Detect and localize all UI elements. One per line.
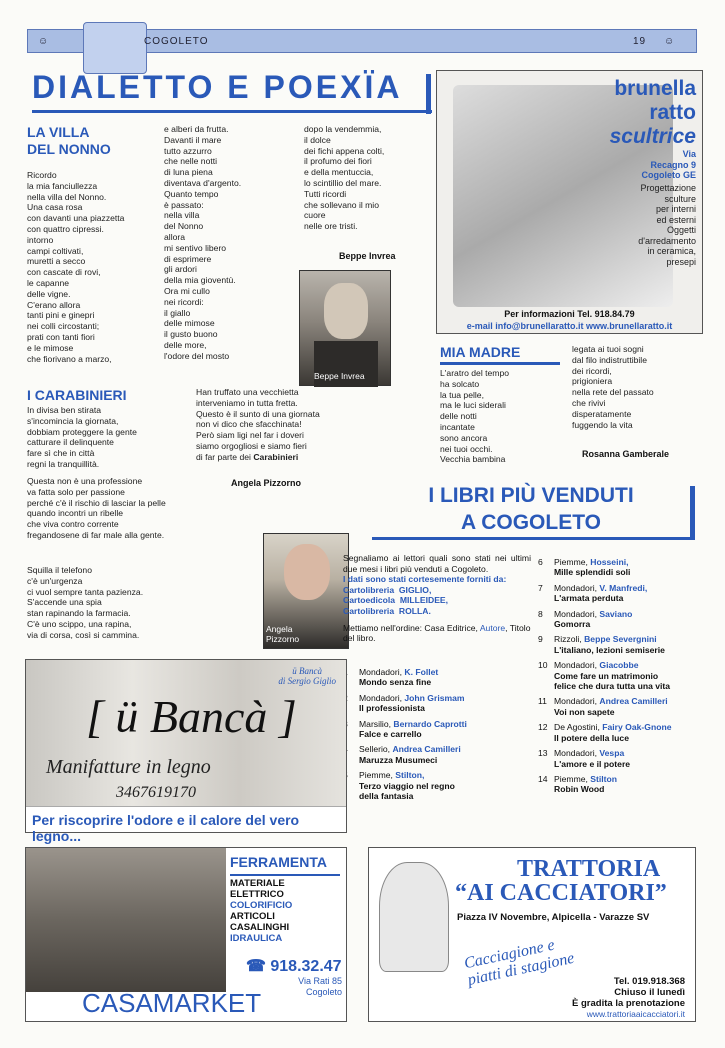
book-item — [538, 609, 718, 630]
books-title — [372, 482, 690, 540]
book-publisher: Rizzoli, — [554, 634, 585, 645]
trattoria-name: “AI CACCIATORI” — [455, 880, 667, 906]
title-bar — [690, 486, 695, 540]
smile-icon: ☺ — [664, 36, 676, 47]
order-author: Autore — [479, 622, 506, 633]
ferramenta-title: FERRAMENTA — [230, 854, 327, 870]
books-order — [343, 623, 531, 644]
book-publisher: Mondadori, — [554, 660, 600, 671]
book-publisher: Mondadori, — [554, 582, 600, 593]
book-author: Saviano — [599, 608, 633, 619]
trattoria-closed: Chiuso il lunedì — [614, 987, 685, 998]
book-info — [554, 774, 617, 795]
ferramenta-address: Via Rati 85 Cogoleto — [298, 976, 342, 997]
page-number: 19 — [633, 36, 647, 47]
poem-author: Angela Pizzorno — [231, 478, 302, 488]
book-publisher: Piemme, — [554, 773, 591, 784]
book-info — [359, 770, 455, 801]
author-photo — [299, 270, 391, 386]
order-text: Mettiamo nell'ordine: Casa Editrice, — [343, 622, 480, 633]
book-publisher: Sellerio, — [359, 744, 393, 755]
book-publisher: Mondadori, — [359, 692, 405, 703]
title-underline — [440, 362, 560, 365]
books-thanks: I dati sono stati cortesemente forniti da: — [343, 574, 507, 585]
poem-column: legata ai tuoi sogni dal filo indistruttibile dei ricordi, prigioniera nella rete del passato che rivivi disperatamente fuggendo la vita — [572, 344, 654, 430]
casamarket-brand: CASAMARKET — [82, 988, 262, 1018]
book-rank: 13 — [538, 748, 548, 759]
book-author: Bernardo Caprotti — [393, 718, 467, 729]
photo-caption: Beppe Invrea — [314, 371, 365, 381]
book-info — [554, 748, 630, 769]
title-underline — [230, 874, 340, 876]
book-info — [359, 693, 465, 714]
book-title: L'armata perduta — [554, 593, 624, 604]
book-publisher: Mondadori, — [554, 608, 600, 619]
book-title: Falce e carrello — [359, 729, 422, 740]
poem-title: LA VILLA DEL NONNO — [27, 124, 111, 157]
book-rank: 12 — [538, 722, 548, 733]
banca-phone: 3467619170 — [116, 784, 196, 801]
section-name: COGOLETO — [144, 36, 209, 47]
ad-address: Via Recagno 9 Cogoleto GE — [641, 149, 696, 180]
book-publisher: Piemme, — [359, 770, 396, 781]
book-publisher: Mondadori, — [359, 667, 405, 677]
brunella-ad — [436, 70, 703, 334]
book-title: Voi non sapete — [554, 706, 615, 717]
header-tab — [83, 22, 147, 74]
ad-description: Progettazione sculture per interni ed esterni Oggetti d'arredamento in ceramica, presepi — [638, 183, 696, 267]
poem-title: I CARABINIERI — [27, 387, 127, 403]
book-item — [538, 634, 718, 655]
book-rank: 6 — [538, 557, 543, 567]
order-title: , Titolo del libro. — [343, 622, 531, 644]
banca-logo: [ ü Bancà ] — [86, 691, 297, 742]
poem-column: Questa non è una professione va fatta solo per passione perché c'è il rischio di lasciar la pelle quando incontri un ribelle che viva contro corrente fregandosene di far male alla gente. — [27, 476, 166, 540]
book-item — [538, 660, 718, 691]
book-info — [554, 634, 665, 655]
banca-slogan: Per riscoprire l'odore e il calore del vero legno... — [26, 806, 346, 832]
ferramenta-item: MATERIALE ELETTRICO — [230, 878, 285, 900]
book-rank: 10 — [538, 660, 548, 671]
book-item — [343, 744, 531, 765]
book-item — [343, 719, 531, 740]
book-title: L'amore e il potere — [554, 758, 631, 769]
book-item — [538, 696, 718, 717]
book-title: Gomorra — [554, 619, 591, 630]
book-title: Il potere della luce — [554, 732, 629, 743]
books-intro: Segnaliamo ai lettori quali sono stati nei ultimi due mesi i libri più venduti a Cogoleto. — [343, 553, 531, 574]
book-author: Stilton — [590, 773, 618, 784]
book-info — [554, 722, 672, 743]
trattoria-booking: È gradita la prenotazione — [572, 998, 685, 1009]
book-publisher: Mondadori, — [554, 748, 600, 759]
poem-author: Rosanna Gamberale — [582, 449, 670, 459]
book-publisher: De Agostini, — [554, 722, 603, 733]
book-author: John Grismam — [404, 692, 465, 703]
book-author: V. Manfredi, — [599, 582, 648, 593]
poem-bold-word: Carabinieri — [253, 451, 299, 462]
trattoria-ad — [368, 847, 696, 1022]
book-info — [359, 667, 438, 688]
poem-column: e alberi da frutta. Davanti il mare tutto azzurro che nelle notti di luna piena diventava d'argento. Quanto tempo è passato: nella villa del Nonno allora mi sentivo libero di esprimere gli ardori della mia gioventù. Ora mi cullo nei ricordi: il giallo delle mimose il gusto buono delle more, l'odore del mosto — [164, 124, 242, 361]
books-intro-block — [343, 553, 531, 644]
book-info — [359, 719, 467, 740]
phone-number: 918.32.47 — [270, 958, 342, 975]
poem-text: Han truffato una vecchietta interveniamo in tutta fretta. Questo è il sunto di una giornata non vi dico che sfacchinata! Però siam ligi nel far i doveri siamo orgogliosi e siamo fieri di far parte dei — [196, 387, 320, 462]
ferramenta-item: IDRAULICA — [230, 933, 283, 944]
ferramenta-item: ARTICOLI CASALINGHI — [230, 911, 290, 933]
brand-name: ratto — [649, 101, 696, 124]
book-publisher: Marsilio, — [359, 718, 394, 729]
book-info — [554, 609, 632, 630]
book-item — [343, 667, 531, 688]
book-item — [538, 722, 718, 743]
ad-contact: e-mail info@brunellaratto.it www.brunellaratto.it — [466, 321, 673, 331]
brand-role: scultrice — [609, 125, 696, 148]
trattoria-slogan: Cacciagione e piatti di stagione — [462, 936, 576, 989]
banca-tagline: Manifatture in legno — [46, 756, 211, 778]
book-info — [554, 696, 668, 717]
trattoria-title: TRATTORIA — [517, 856, 661, 882]
book-author: Andrea Camilleri — [392, 744, 461, 755]
page-title: DIALETTO E POEXÏA — [32, 69, 432, 113]
books-shops: Cartolibreria GIGLIO, Cartoedicola MILLEIDEE, Cartolibreria ROLLA. — [343, 584, 449, 616]
book-title: Maruzza Musumeci — [359, 754, 438, 765]
smile-icon: ☺ — [38, 36, 50, 47]
poem-column: In divisa ben stirata s'incomincia la giornata, dobbiam proteggere la gente catturare il delinquente fare sì che in città regni la tranquillità. — [27, 405, 137, 469]
poem-column: Ricordo la mia fanciullezza nella villa del Nonno. Una casa rosa con davanti una piazzetta con quattro cipressi. intorno campi coltivati, muretti a secco con cascate di rovi, le capanne delle vigne. C'erano allora tanti pini e ginepri nei colli circostanti; prati con tanti fiori e le mimose che fiorivano a marzo, — [27, 170, 125, 364]
book-info — [359, 744, 461, 765]
cook-illustration — [379, 862, 449, 972]
trattoria-address: Piazza IV Novembre, Alpicella - Varazze SV — [457, 912, 650, 923]
book-author: Fairy Oak-Gnone — [602, 722, 672, 733]
book-author: Giacobbe — [599, 660, 639, 671]
book-title: L'italiano, lezioni semiserie — [554, 644, 665, 655]
title-bar — [426, 74, 431, 114]
book-info — [554, 660, 670, 691]
brand-name: brunella — [614, 77, 696, 100]
poem-column: Squilla il telefono c'è un'urgenza ci vuol sempre tanta pazienza. S'accende una spia stan rapinando la farmacia. C'è uno scippo, una rapina, via di corsa, così si cammina. — [27, 565, 144, 640]
book-author: Vespa — [599, 748, 625, 759]
trattoria-phone: Tel. 019.918.368 — [613, 976, 685, 987]
page-header — [27, 29, 697, 53]
books-title-line: A COGOLETO — [460, 511, 601, 534]
book-item — [343, 693, 531, 714]
book-item — [538, 583, 718, 604]
poem-column: L'aratro del tempo ha solcato la tua pelle, ma le luci siderali delle notti incantate sono ancora nei tuoi occhi. Vecchia bambina — [440, 368, 509, 465]
book-author: K. Follet — [404, 667, 439, 677]
poem-title: MIA MADRE — [440, 344, 521, 360]
book-title: Mondo senza fine — [359, 677, 432, 688]
books-title-line: I LIBRI PIÙ VENDUTI — [428, 484, 634, 507]
book-author: Beppe Severgnini — [584, 634, 657, 645]
author-photo — [263, 533, 349, 649]
book-rank: 7 — [538, 582, 543, 593]
poem-column — [196, 387, 320, 463]
ferramenta-ad — [25, 847, 347, 1022]
book-title: Robin Wood — [554, 784, 605, 795]
ferramenta-item: COLORIFICIO — [230, 900, 293, 911]
book-author: Stilton, — [395, 770, 425, 781]
phone-icon: ☎ — [246, 958, 271, 975]
book-rank: 9 — [538, 634, 543, 645]
book-item — [538, 748, 718, 769]
ad-info: Per informazioni Tel. 918.84.79 — [504, 309, 635, 319]
trattoria-website: www.trattoriaaicacciatori.it — [586, 1009, 685, 1019]
poem-author: Beppe Invrea — [339, 251, 396, 261]
book-author: Hosseini, — [590, 557, 629, 567]
book-title: Terzo viaggio nel regno della fantasia — [359, 780, 455, 802]
shop-photo — [26, 848, 226, 992]
book-title: Come fare un matrimonio felice che dura tutta una vita — [554, 670, 671, 692]
book-item — [343, 770, 531, 801]
poem-column: dopo la vendemmia, il dolce dei fichi appena colti, il profumo dei fiori e della mentuccia, lo scintillio del mare. Tutti ricordi che sollevano il mio cuore nelle ore tristi. — [304, 124, 385, 232]
photo-caption: Angela Pizzorno — [266, 624, 300, 644]
book-list — [343, 667, 531, 806]
book-title: Mille splendidi soli — [554, 567, 631, 578]
ferramenta-phone — [246, 956, 342, 976]
book-author: Andrea Camilleri — [599, 696, 668, 707]
book-info — [554, 557, 630, 578]
book-rank: 14 — [538, 773, 548, 784]
book-publisher: Piemme, — [554, 557, 591, 567]
book-publisher: Mondadori, — [554, 696, 600, 707]
banca-ad — [25, 659, 347, 844]
book-info — [554, 583, 647, 604]
ferramenta-list — [230, 878, 292, 944]
book-item — [538, 774, 718, 795]
book-rank: 11 — [538, 696, 547, 707]
banca-top: ü Bancà di Sergio Giglio — [278, 666, 336, 686]
book-title: Il professionista — [359, 703, 425, 714]
book-list — [538, 557, 718, 800]
book-item — [538, 557, 718, 578]
book-rank: 8 — [538, 608, 543, 619]
trattoria-info — [572, 976, 685, 1020]
